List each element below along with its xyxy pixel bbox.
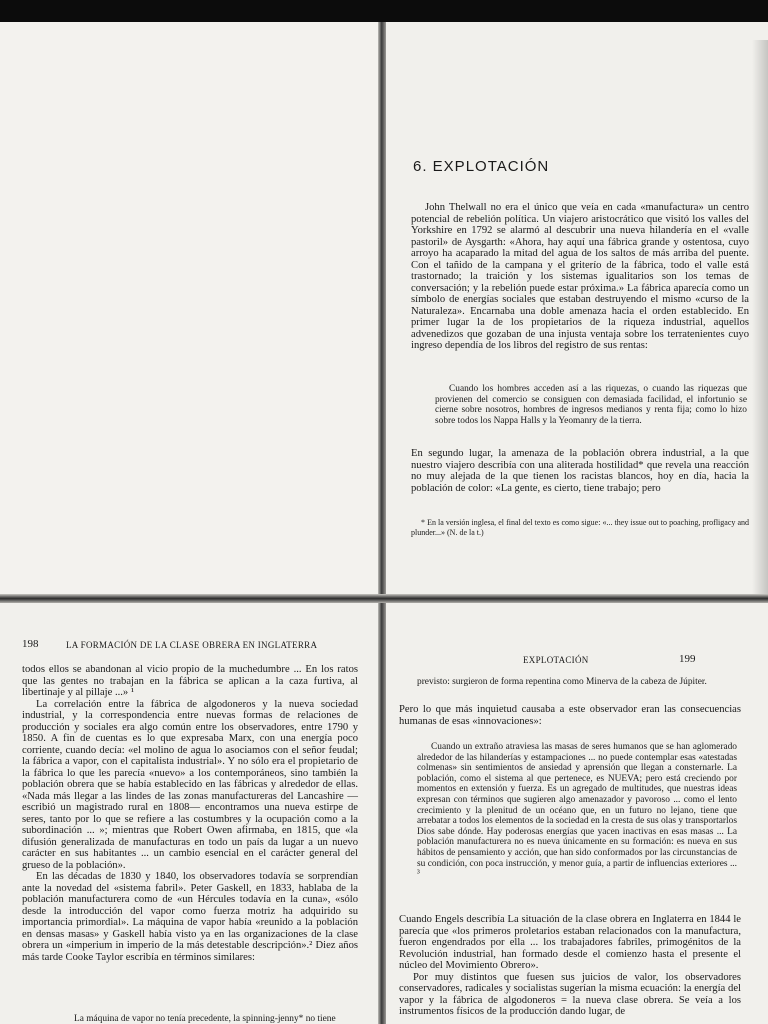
paragraph: La correlación entre la fábrica de algodoneros y la nueva sociedad industrial, y la correspondencia entre nuevas formas de relaciones de producción y sociales era algo común entre los observadores, entre 1790 y 1850. A fin de cuentas es lo que expresaba Marx, con una energía poco corriente, cuando decía: «el molino de agua lo asociamos con el señor feudal; la fábrica a vapor, con el capitalista industrial». Y no sólo era el propietario de la fábrica lo que les parecía «nuevo» a los contemporáneos, sino también la población obrera que se había establecido en las fábricas y alrededor de ellas. «Nada más llegar a las lindes de las zonas manufactureras del Lancashire —escribió un magistrado rural en 1808— encontramos una nueva estirpe de seres, tanto por lo que se refiere a las costumbres y la ocupación como a la subordinación ... »; mientras que Robert Owen afirmaba, en 1815, que «la difusión generalizada de manufacturas en todo un país da lugar a un nuevo carácter en sus habitantes ... un cambio esencial en el carácter general del grueso de la población». xyxy=(22,698,358,871)
page-198 xyxy=(0,600,381,1024)
book-gutter xyxy=(378,0,386,1024)
paragraph: En las décadas de 1830 y 1840, los observadores todavía se sorprendían ante la novedad del «sistema fabril». Peter Gaskell, en 1833, hablaba de la población manufacturera como de «un Hércules todavía en la cuna», «sólo desde la introducción del vapor como fuerza motriz ha adquirido su importancia primordial». La máquina de vapor había «reunido a la población en densas masas» y Gaskell había visto ya en las organizaciones de la clase obrera un «imperium in imperio de la más detestable descripción».² Diez años más tarde Cooke Taylor escribía en términos similares: xyxy=(22,871,358,963)
chapter-title: 6. EXPLOTACIÓN xyxy=(413,158,550,175)
paragraph: Por muy distintos que fuesen sus juicios de valor, los observadores conservadores, radicales y socialistas sugerían la misma ecuación: la energía del vapor y la fábrica de algodoneros = la nueva clase obrera. Se veía a los instrumentos físicos de la producción dando lugar, de xyxy=(399,971,741,1017)
page-number: 198 xyxy=(22,638,39,650)
paragraph: Pero lo que más inquietud causaba a este observador eran las consecuencias humanas de esas «innovaciones»: xyxy=(399,704,741,727)
blank-page xyxy=(0,0,381,596)
running-head: LA FORMACIÓN DE LA CLASE OBRERA EN INGLATERRA xyxy=(66,640,318,650)
paragraph: Cuando Engels describía La situación de la clase obrera en Inglaterra en 1844 le parecía que «los primeros proletarios estaban relacionados con la manufactura, fueron engendrados por ella ... los trabajadores fabriles, primogénitos de la Revolución industrial, han formado desde el comienzo hasta el presente el núcleo del Movimiento Obrero». xyxy=(399,914,741,971)
block-quote-end: previsto: surgieron de forma repentina como Minerva de la cabeza de Júpiter. xyxy=(417,677,707,687)
page-199 xyxy=(383,600,768,1024)
page-shadow xyxy=(752,40,768,596)
block-quote-start: La máquina de vapor no tenía precedente, la spinning-jenny* no tiene xyxy=(74,1014,336,1024)
body-text xyxy=(411,202,749,352)
footnote: * En la versión inglesa, el final del texto es como sigue: «... they issue out to poaching, profligacy and plunder...» (N. de la t.) xyxy=(411,518,749,537)
body-text xyxy=(22,664,358,963)
body-text xyxy=(399,914,741,1018)
paragraph: En segundo lugar, la amenaza de la población obrera industrial, a la que nuestro viajero describía con una aliterada hostilidad* que revela una reacción no muy alejada de la que tienen los racistas blancos, hoy en día, hacia la población de color: «La gente, es cierto, tiene trabajo; pero xyxy=(411,448,749,494)
paragraph: todos ellos se abandonan al vicio propio de la muchedumbre ... En los ratos que las gentes no trabajan en la fábrica se aplican a la caza furtiva, al libertinaje y al pillaje ...» ¹ xyxy=(22,664,358,698)
scan-top-edge xyxy=(0,0,768,22)
block-quote: Cuando un extraño atraviesa las masas de seres humanos que se han aglomerado alrededor de las hilanderías y estampaciones ... no puede contemplar esas «atestadas colmenas» sin sentimientos de ansiedad y aprensión que llegan a consternarle. La población, como el sistema al que pertenece, es NUEVA; pero está creciendo por momentos en extensión y fuerza. Es un agregado de multitudes, que nuestras ideas expresan con términos que sugieren algo amenazador y pavoroso ... como el lento crecimiento y la plenitud de un océano que, en un futuro no lejano, tiene que arrebatar a todos los elementos de la sociedad en la cresta de sus olas y transportarlos Dios sabe dónde. Hay poderosas energías que yacen inactivas en esas masas ... La población manufacturera no es nueva únicamente en su formación: es nueva en sus hábitos de pensamiento y acción, que han sido conformados por las circunstancias de su condición, con poca instrucción, y menor guía, a partir de influencias exteriores ... ³ xyxy=(417,742,737,880)
running-head: EXPLOTACIÓN xyxy=(523,655,589,665)
block-quote: Cuando los hombres acceden así a las riquezas, o cuando las riquezas que provienen del comercio se consiguen con demasiada facilidad, el infortunio se cierne sobre nosotros, hombres de ingresos medianos y renta fija; como lo hizo sobre todos los Nappa Halls y la Yeomanry de la tierra. xyxy=(435,384,747,426)
scan-divider xyxy=(0,594,768,603)
page-number: 199 xyxy=(679,653,696,665)
body-text-continued xyxy=(411,448,749,494)
chapter-opening-page xyxy=(383,0,768,596)
paragraph: John Thelwall no era el único que veía en cada «manufactura» un centro potencial de rebelión política. Un viajero aristocrático que visitó los valles del Yorkshire en 1792 se alarmó al descubrir una nueva hilandería en el «valle pastoril» de Aysgarth: «Ahora, hay aquí una fábrica grande y ostentosa, cuyo arroyo ha acaparado la mitad del agua de los saltos de más arriba del puente. Con el tañido de la campana y el griterío de la fábrica, todo el valle está trastornado; la traición y los sistemas igualitarios son los temas de conversación; y la rebelión puede estar próxima.» La fábrica aparecía como un símbolo de energías sociales que estaban destruyendo el mismo «curso de la Naturaleza». Encarnaba una doble amenaza hacia el orden establecido. En primer lugar la de los propietarios de la riqueza industrial, aquellos advenedizos que gozaban de una injusta ventaja sobre los terratenientes cuyo ingreso dependía de los libros del registro de sus rentas: xyxy=(411,202,749,351)
